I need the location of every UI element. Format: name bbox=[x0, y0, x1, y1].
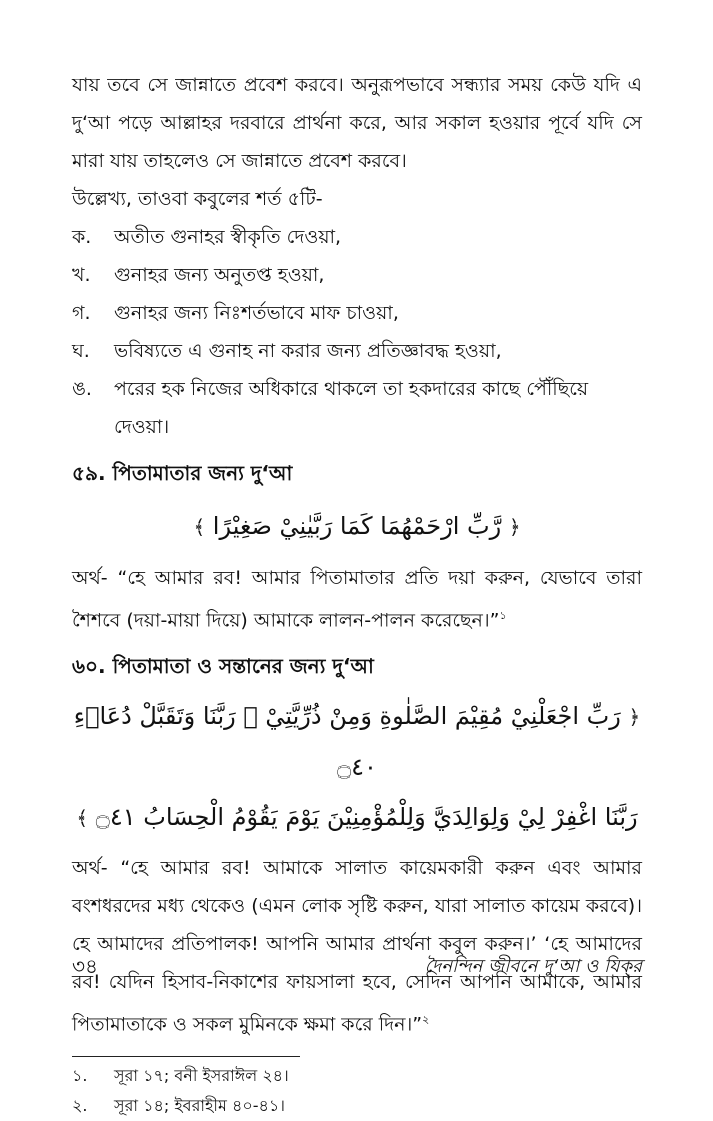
conditions-title: উল্লেখ্য, তাওবা কবুলের শর্ত ৫টি- bbox=[72, 188, 323, 210]
condition-item bbox=[72, 294, 642, 332]
footnote-text: সূরা ১৪; ইবরাহীম ৪০-৪১। bbox=[114, 1095, 286, 1115]
condition-text: গুনাহর জন্য নিঃশর্তভাবে মাফ চাওয়া, bbox=[114, 302, 399, 324]
meaning-text: অর্থ- “হে আমার রব! আমাকে সালাত কায়েমকারী করুন এবং আমার বংশধরদের মধ্য থেকেও (এমন লোক সৃষ্টি করুন, যারা সালাত কায়েম করবে)। হে আমাদের প্রতিপালক! আপনি আমার প্রার্থনা কবুল করুন।’ ‘হে আমাদের রব! যেদিন হিসাব-নিকাশের ফায়সালা হবে, সেদিন আপনি আমাকে, আমার পিতামাতাকে ও সকল মুমিনকে ক্ষমা করে দিন।” bbox=[72, 857, 642, 1036]
condition-text: ভবিষ্যতে এ গুনাহ না করার জন্য প্রতিজ্ঞাবদ্ধ হওয়া, bbox=[114, 340, 502, 362]
page-footer bbox=[72, 952, 642, 986]
footnote bbox=[72, 1061, 642, 1091]
footnote-text: সূরা ১৭; বনী ইসরাঈল ২৪। bbox=[114, 1065, 289, 1085]
footnote-ref: ১ bbox=[499, 609, 507, 622]
section-59-heading: ৫৯. পিতামাতার জন্য দু‘আ bbox=[72, 461, 293, 485]
section-60-arabic-line-1 bbox=[72, 691, 642, 792]
condition-marker: ক. bbox=[72, 226, 92, 248]
condition-marker: গ. bbox=[72, 302, 91, 324]
condition-item bbox=[72, 332, 642, 370]
section-60-meaning bbox=[72, 849, 642, 1043]
condition-text: পরের হক নিজের অধিকারে থাকলে তা হকদারের কাছে পৌঁছিয়ে দেওয়া। bbox=[114, 378, 589, 438]
ornate-bracket-open: ﴿ bbox=[628, 705, 641, 730]
ornate-bracket-open: ﴿ bbox=[508, 515, 521, 539]
condition-item bbox=[72, 370, 642, 446]
intro-paragraph: যায় তবে সে জান্নাতে প্রবেশ করবে। অনুরূপভাবে সন্ধ্যার সময় কেউ যদি এ দু‘আ পড়ে আল্লাহর দরবারে প্রার্থনা করে, আর সকাল হওয়ার পূর্বে যদি সে মারা যায় তাহলেও সে জান্নাতে প্রবেশ করবে। bbox=[72, 74, 642, 172]
condition-item bbox=[72, 256, 642, 294]
footnote-divider bbox=[72, 1056, 300, 1057]
book-title: দৈনন্দিন জীবনে দু‘আ ও যিক্‌র bbox=[424, 956, 642, 977]
arabic-text: رَبِّ اجْعَلْنِيْ مُقِيْمَ الصَّلٰوةِ وَمِنْ ذُرِّيَّتِيْ ۖ رَبَّنَا وَتَقَبَّلْ دُعَاۤءِ ۝٤٠ bbox=[73, 702, 621, 782]
footnote-marker: ১. bbox=[72, 1065, 88, 1085]
condition-marker: ঙ. bbox=[72, 378, 92, 400]
footnote-marker: ২. bbox=[72, 1095, 88, 1115]
meaning-text: অর্থ- “হে আমার রব! আমার পিতামাতার প্রতি দয়া করুন, যেভাবে তারা শৈশবে (দয়া-মায়া দিয়ে) আমাকে লালন-পালন করেছেন।” bbox=[72, 567, 642, 632]
condition-text: অতীত গুনাহর স্বীকৃতি দেওয়া, bbox=[114, 226, 342, 248]
page-number: ৩৪ bbox=[72, 954, 98, 978]
section-59-meaning bbox=[72, 559, 642, 639]
condition-marker: ঘ. bbox=[72, 340, 90, 362]
arabic-text: رَّبِّ ارْحَمْهُمَا كَمَا رَبَّيٰنِيْ صَغِيْرًا bbox=[212, 512, 502, 540]
section-59-arabic-verse bbox=[72, 500, 642, 553]
ornate-bracket-close: ﴾ bbox=[76, 806, 89, 831]
section-60-arabic-line-2 bbox=[72, 792, 642, 843]
ornate-bracket-close: ﴾ bbox=[193, 515, 206, 539]
condition-text: গুনাহর জন্য অনুতপ্ত হওয়া, bbox=[114, 264, 325, 286]
footnote bbox=[72, 1091, 642, 1121]
arabic-text: رَبَّنَا اغْفِرْ لِيْ وَلِوَالِدَيَّ وَلِلْمُؤْمِنِيْنَ يَوْمَ يَقُوْمُ الْحِسَابُ ۝٤١ bbox=[95, 803, 638, 832]
condition-item bbox=[72, 218, 642, 256]
condition-marker: খ. bbox=[72, 264, 91, 286]
footnote-ref: ২ bbox=[422, 1013, 430, 1027]
section-60-heading: ৬০. পিতামাতা ও সন্তানের জন্য দু‘আ bbox=[72, 654, 374, 679]
